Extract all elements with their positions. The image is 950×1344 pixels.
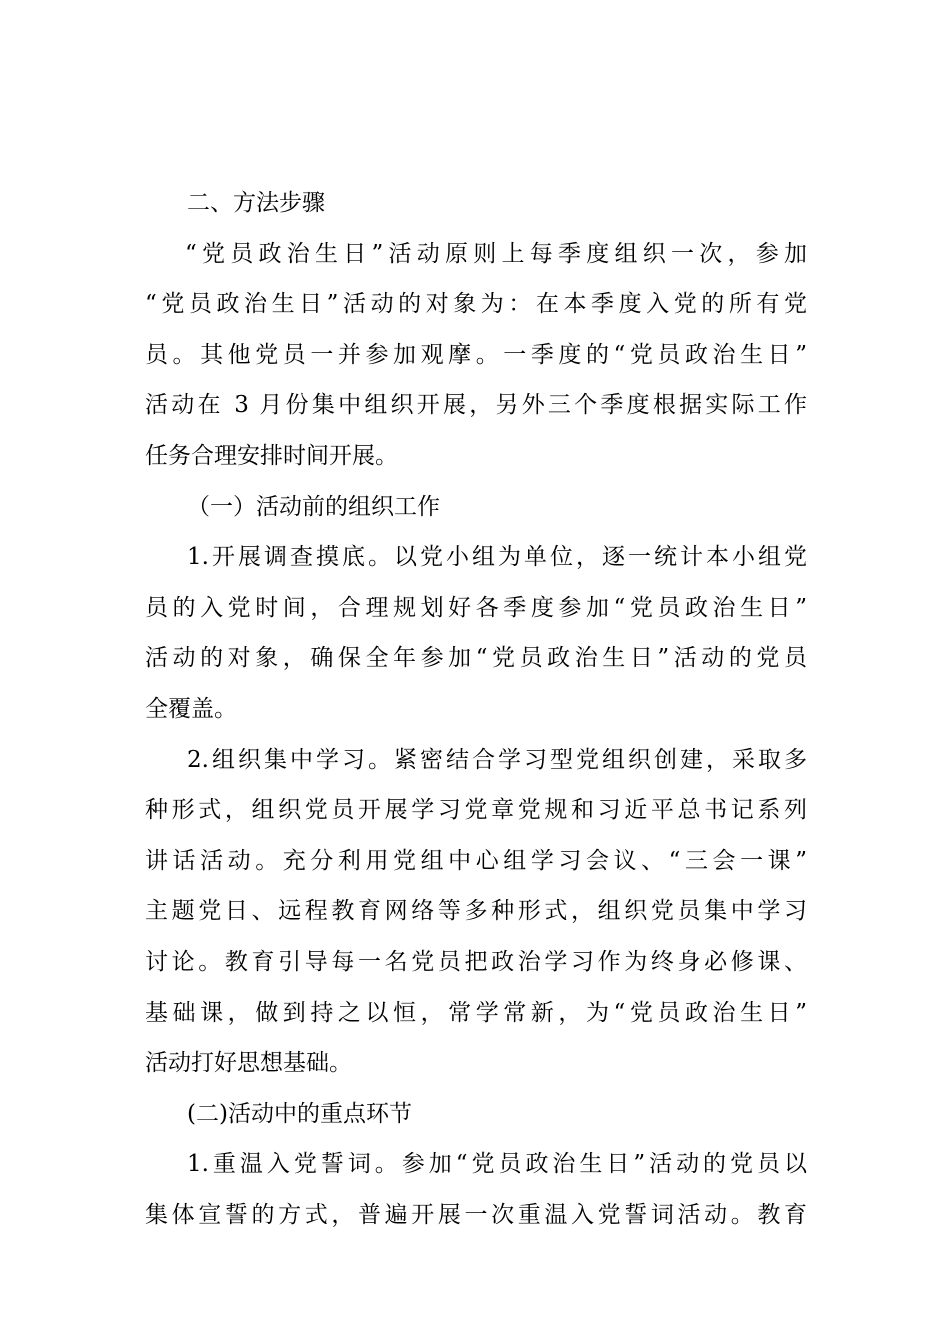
text-line: 活动的对象，确保全年参加“党员政治生日”活动的党员 <box>145 645 807 672</box>
text-line: 活动打好思想基础。 <box>145 1050 352 1077</box>
text-line: 任务合理安排时间开展。 <box>145 442 398 469</box>
text-line: 基础课，做到持之以恒，常学常新，为“党员政治生日” <box>145 999 807 1026</box>
text-line: “党员政治生日”活动原则上每季度组织一次，参加 <box>185 240 807 267</box>
text-line: 二、方法步骤 <box>187 190 325 216</box>
text-line: 活动在 3 月份集中组织开展，另外三个季度根据实际工作 <box>145 392 807 419</box>
text-line: 集体宣誓的方式，普遍开展一次重温入党誓词活动。教育 <box>145 1201 807 1228</box>
text-line: 1.开展调查摸底。以党小组为单位，逐一统计本小组党 <box>187 544 807 571</box>
text-line: 讲话活动。充分利用党组中心组学习会议、“三会一课” <box>145 847 807 874</box>
text-line: 2.组织集中学习。紧密结合学习型党组织创建，采取多 <box>187 746 807 773</box>
text-line: 1.重温入党誓词。参加“党员政治生日”活动的党员以 <box>187 1151 807 1178</box>
text-line: 讨论。教育引导每一名党员把政治学习作为终身必修课、 <box>145 948 807 975</box>
text-line: （一）活动前的组织工作 <box>187 493 440 520</box>
text-line: 员的入党时间，合理规划好各季度参加“党员政治生日” <box>145 594 807 621</box>
text-line: 种形式，组织党员开展学习党章党规和习近平总书记系列 <box>145 797 807 824</box>
text-line: 主题党日、远程教育网络等多种形式，组织党员集中学习 <box>145 898 807 925</box>
document-body <box>145 178 807 1240</box>
text-line: 全覆盖。 <box>145 695 237 722</box>
text-line: “党员政治生日”活动的对象为：在本季度入党的所有党 <box>145 291 807 318</box>
text-line: 员。其他党员一并参加观摩。一季度的“党员政治生日” <box>145 341 807 368</box>
text-line: (二)活动中的重点环节 <box>187 1100 412 1127</box>
